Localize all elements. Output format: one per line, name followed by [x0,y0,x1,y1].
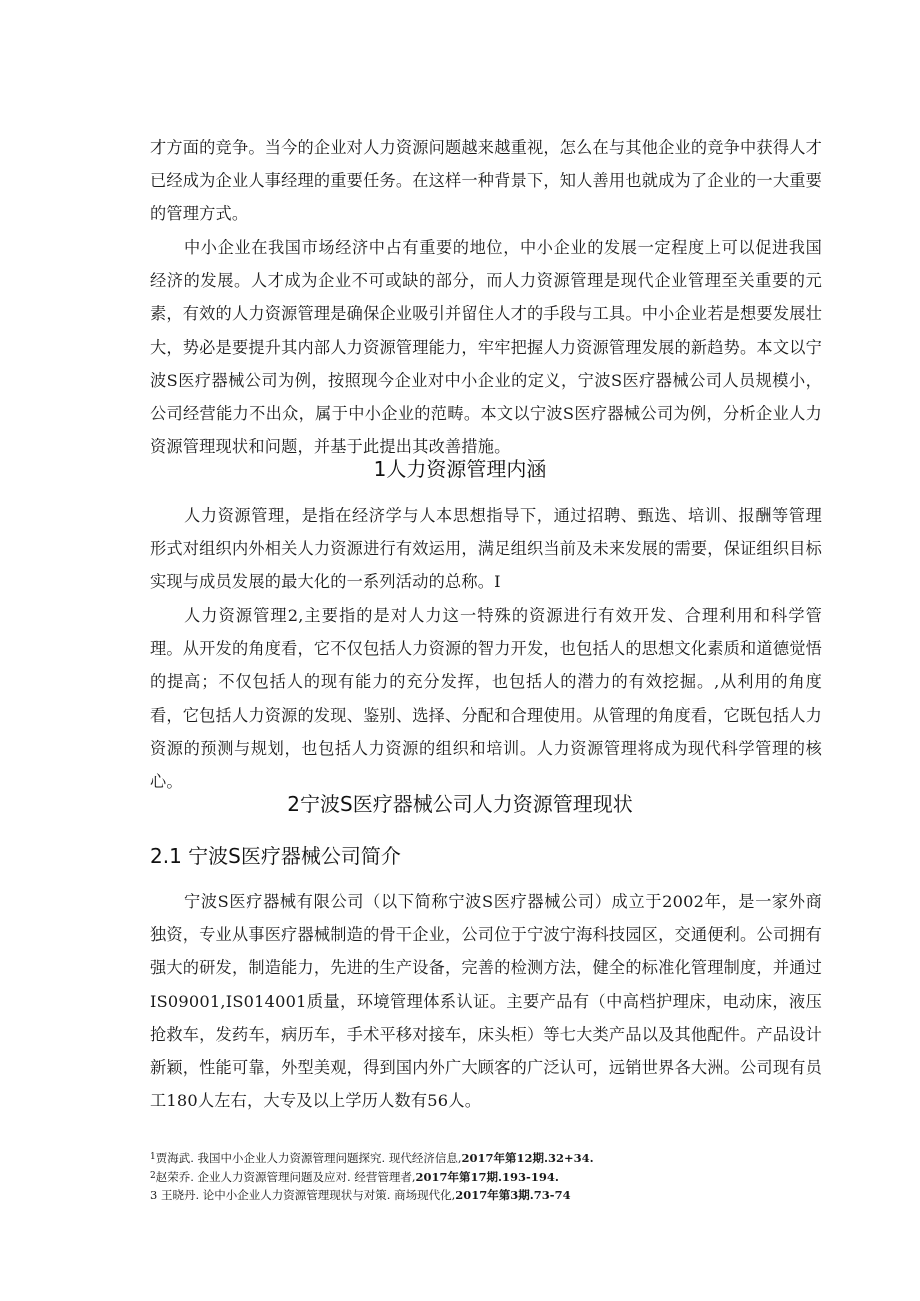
subsection-heading-2-1: 2.1 宁波S医疗器械公司简介 [150,844,401,868]
paragraph-sme-importance: 中小企业在我国市场经济中占有重要的地位，中小企业的发展一定程度上可以促进我国经济的发展。人才成为企业不可或缺的部分，而人力资源管理是现代企业管理至关重要的元素，有效的人力资源管理是确保企业吸引并留住人才的手段与工具。中小企业若是想要发展壮大，势必是要提升其内部人力资源管理能力，牢牢把握人力资源管理发展的新趋势。本文以宁波S医疗器械公司为例，按照现今企业对中小企业的定义，宁波S医疗器械公司人员规模小，公司经营能力不出众，属于中小企业的范畴。本文以宁波S医疗器械公司为例，分析企业人力资源管理现状和问题，并基于此提出其改善措施。 [150,238,822,457]
section-heading-2: 2宁波S医疗器械公司人力资源管理现状 [287,792,633,816]
paragraph-hrm-definition: 人力资源管理，是指在经济学与人本思想指导下，通过招聘、甄选、培训、报酬等管理形式对组织内外相关人力资源进行有效运用，满足组织当前及未来发展的需要，保证组织目标实现与成员发展的最大化的一系列活动的总称。I [150,506,822,592]
section-heading-1: 1人力资源管理内涵 [373,457,547,481]
footnote-3: 3 王晓丹. 论中小企业人力资源管理现状与对策. 商场现代化,2017年第3期.73-74 [150,1188,571,1202]
paragraph-hrm-scope: 人力资源管理2,主要指的是对人力这一特殊的资源进行有效开发、合理利用和科学管理。从开发的角度看，它不仅包括人力资源的智力开发，也包括人的思想文化素质和道德觉悟的提高；不仅包括人的现有能力的充分发挥，也包括人的潜力的有效挖掘。,从利用的角度看，它包括人力资源的发现、鉴别、选择、分配和合理使用。从管理的角度看，它既包括人力资源的预测与规划，也包括人力资源的组织和培训。人力资源管理将成为现代科学管理的核心。 [150,606,822,792]
footnotes [150,1148,822,1204]
footnote-1: $^1$贾海武. 我国中小企业人力资源管理问题探究. 现代经济信息,2017年第12期.32+34. [150,1151,594,1165]
footnote-2: $^2$赵荣乔. 企业人力资源管理问题及应对. 经营管理者,2017年第17期.193-194. [150,1170,559,1184]
paragraph-competition: 才方面的竞争。当今的企业对人力资源问题越来越重视，怎么在与其他企业的竞争中获得人才已经成为企业人事经理的重要任务。在这样一种背景下，知人善用也就成为了企业的一大重要的管理方式。 [150,138,822,224]
paragraph-company-intro: 宁波S医疗器械有限公司（以下简称宁波S医疗器械公司）成立于2002年，是一家外商独资，专业从事医疗器械制造的骨干企业，公司位于宁波宁海科技园区，交通便利。公司拥有强大的研发，制造能力，先进的生产设备，完善的检测方法，健全的标准化管理制度，并通过IS09001,IS014001质量，环境管理体系认证。主要产品有（中高档护理床，电动床，液压抢救车，发药车，病历车，手术平移对接车，床头柜）等七大类产品以及其他配件。产品设计新颖，性能可靠，外型美观，得到国内外广大顾客的广泛认可，远销世界各大洲。公司现有员工180人左右，大专及以上学历人数有56人。 [150,892,822,1111]
